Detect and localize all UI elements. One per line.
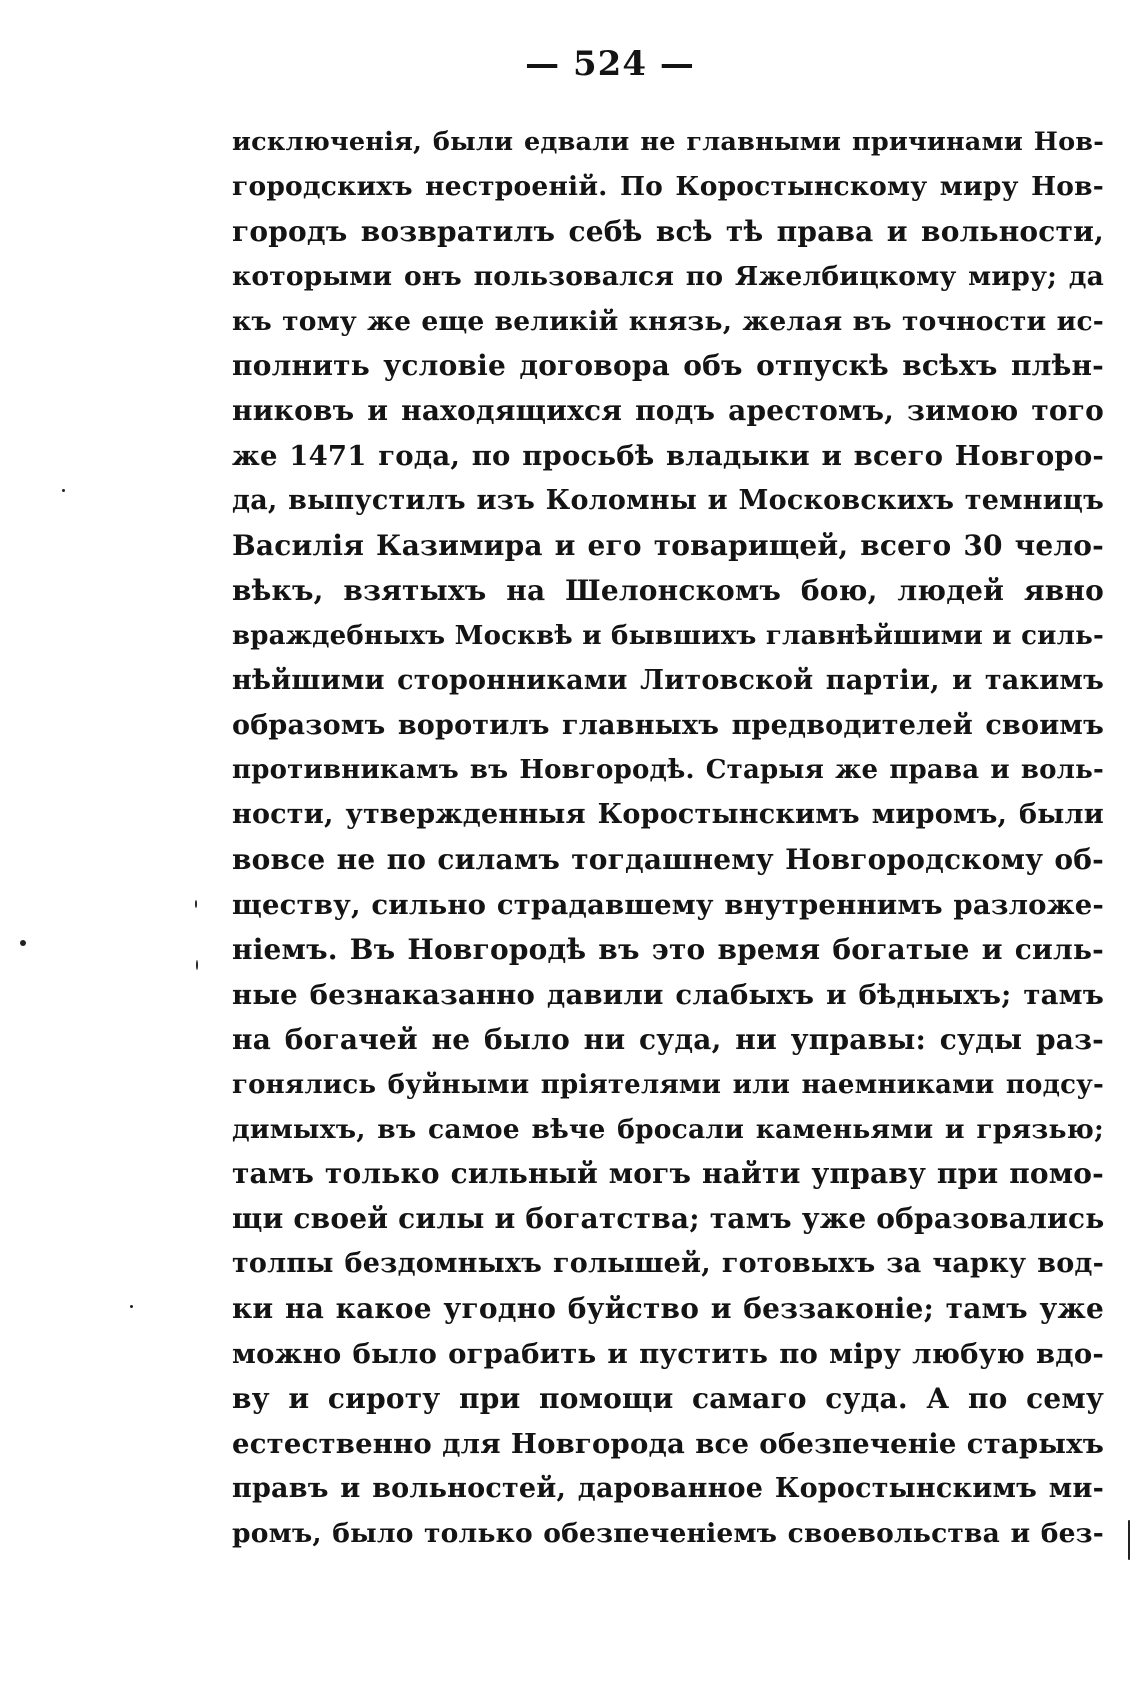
text-line: образомъ воротилъ главныхъ предводителей своимъ [232, 709, 1104, 741]
text-line: ніемъ. Въ Новгородѣ въ это время богатые и силь- [232, 933, 1104, 967]
text-line: ществу, сильно страдавшему внутреннимъ разложе- [232, 889, 1104, 922]
text-line: городскихъ нестроеній. По Коростынскому миру Нов- [232, 170, 1104, 202]
text-line: ки на какое угодно буйство и беззаконіе; тамъ уже [232, 1292, 1104, 1326]
text-line: ромъ, было только обезпеченіемъ своевольства и без- [232, 1517, 1104, 1549]
text-line: исключенія, были едвали не главными причинами Нов- [232, 127, 1104, 157]
text-line: гонялись буйными пріятелями или наемниками подсу- [232, 1069, 1104, 1100]
text-line: нѣйшими сторонниками Литовской партіи, и такимъ [232, 664, 1104, 696]
text-line: толпы бездомныхъ голышей, готовыхъ за чарку вод- [232, 1248, 1104, 1280]
scan-speck [196, 960, 198, 970]
text-line: тамъ только сильный могъ найти управу при помо- [232, 1157, 1104, 1191]
text-line: вовсе не по силамъ тогдашнему Новгородскому об- [232, 843, 1104, 877]
text-line: вѣкъ, взятыхъ на Шелонскомъ бою, людей явно [232, 573, 1104, 607]
text-line: никовъ и находящихся подъ арестомъ, зимою того [232, 394, 1104, 428]
text-line: которыми онъ пользовался по Яжелбицкому миру; да [232, 260, 1104, 292]
text-line: же 1471 года, по просьбѣ владыки и всего Новгоро- [232, 440, 1104, 473]
text-line: Василія Казимира и его товарищей, всего 30 чело- [232, 529, 1104, 563]
scan-speck [62, 489, 65, 492]
text-line: полнить условіе договора объ отпускѣ всѣхъ плѣн- [232, 349, 1104, 383]
text-line: городъ возвратилъ себѣ всѣ тѣ права и вольности, [232, 214, 1104, 248]
text-line: естественно для Новгорода все обезпеченіе старыхъ [232, 1427, 1104, 1460]
text-line: димыхъ, въ самое вѣче бросали каменьями и грязью; [232, 1113, 1104, 1145]
text-line: да, выпустилъ изъ Коломны и Московскихъ темницъ [232, 485, 1104, 517]
text-line: ву и сироту при помощи самаго суда. А по сему [232, 1381, 1104, 1415]
text-line: къ тому же еще великій князь, желая въ точности ис- [232, 305, 1104, 337]
scan-speck [20, 940, 26, 946]
text-line: щи своей силы и богатства; тамъ уже образовались [232, 1202, 1105, 1236]
text-line: ные безнаказанно давили слабыхъ и бѣдныхъ; тамъ [232, 978, 1104, 1011]
text-line: противникамъ въ Новгородѣ. Старыя же права и воль- [232, 755, 1104, 786]
text-line: на богачей не было ни суда, ни управы: суды раз- [232, 1022, 1104, 1056]
scan-speck [130, 1305, 133, 1308]
text-line: правъ и вольностей, дарованное Коростынскимъ ми- [232, 1472, 1104, 1504]
body-text [232, 120, 1104, 1557]
page-number: — 524 — [525, 44, 695, 84]
text-line: враждебныхъ Москвѣ и бывшихъ главнѣйшими и силь- [232, 620, 1104, 651]
text-line: ности, утвержденныя Коростынскимъ миромъ, были [232, 799, 1104, 831]
text-line: можно было ограбить и пустить по міру любую вдо- [232, 1338, 1104, 1371]
scan-speck [1128, 1520, 1130, 1560]
scan-speck [195, 900, 197, 908]
